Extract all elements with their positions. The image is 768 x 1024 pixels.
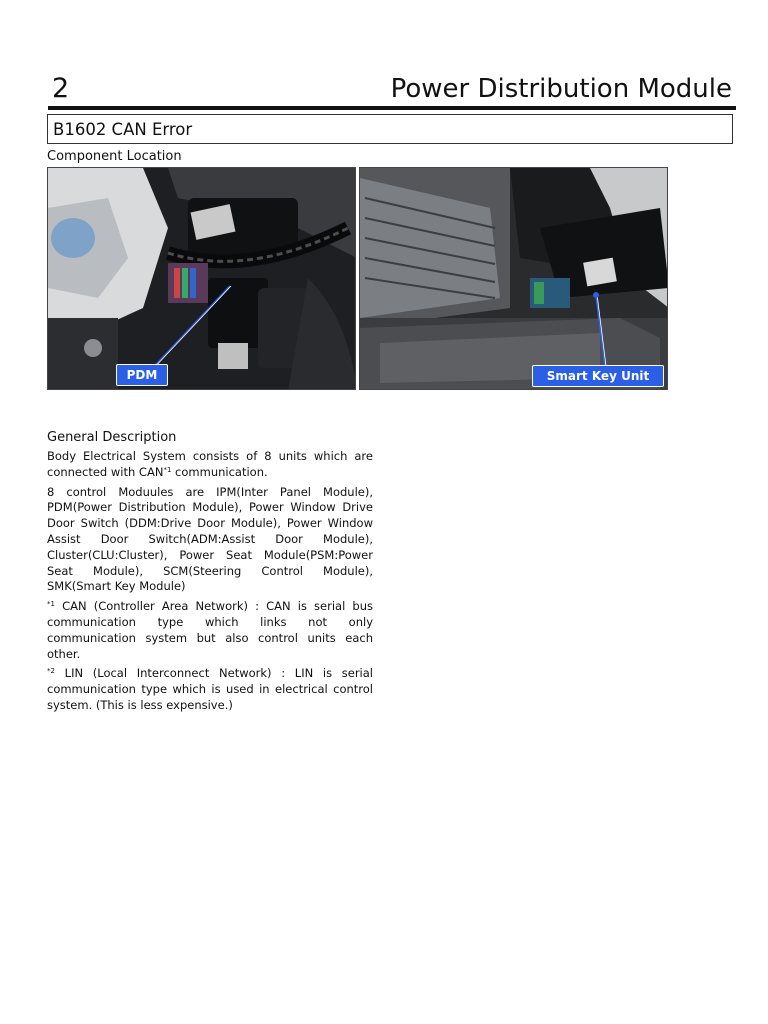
footnote-can: $^{*1}$ CAN (Controller Area Network) : CAN is serial bus communication type which links not only communication system but also control units each other. bbox=[47, 599, 373, 661]
pdm-location-photo bbox=[47, 167, 356, 390]
module-title: Power Distribution Module bbox=[390, 74, 732, 104]
general-description-heading: General Description bbox=[47, 430, 177, 445]
dtc-title-box bbox=[47, 114, 733, 144]
description-paragraph: 8 control Moduules are IPM(Inter Panel Module), PDM(Power Distribution Module), Power Window Drive Door Switch (DDM:Drive Door Module), Power Window Assist Door Switch(ADM:Assist Door Module), Cluster(CLU:Cluster), Power Seat Module(PSM:Power Seat Module), SCM(Steering Control Module), SMK(Smart Key Module) bbox=[47, 484, 373, 594]
pdm-photo-graphic bbox=[48, 168, 356, 390]
smart-key-unit-photo-graphic bbox=[360, 168, 668, 390]
description-paragraph: Body Electrical System consists of 8 units which are connected with CAN$^{*1}$ communication. bbox=[47, 449, 373, 479]
page-header bbox=[48, 72, 736, 110]
footnote-lin: $^{*2}$ LIN (Local Interconnect Network) : LIN is serial communication type which is used in electrical control system. (This is less expensive.) bbox=[47, 666, 373, 712]
page-number: 2 bbox=[52, 73, 70, 104]
smart-key-unit-callout-label: Smart Key Unit bbox=[532, 365, 664, 387]
general-description-body bbox=[47, 449, 373, 718]
pdm-callout-label: PDM bbox=[116, 364, 168, 386]
component-location-heading: Component Location bbox=[47, 149, 182, 164]
dtc-title: B1602 CAN Error bbox=[53, 120, 193, 139]
smart-key-unit-location-photo bbox=[359, 167, 668, 390]
